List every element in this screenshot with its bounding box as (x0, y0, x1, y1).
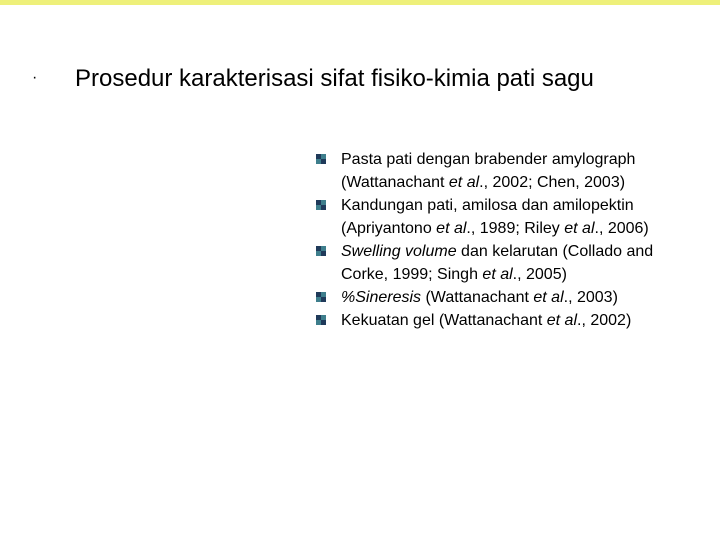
item-text: (Wattanachant (421, 289, 534, 306)
item-text: ., 2002) (577, 312, 632, 329)
item-text-italic: et al (533, 289, 564, 306)
item-text-italic: et al (436, 220, 467, 237)
square-bullet-icon (316, 292, 326, 302)
square-bullet-icon (316, 200, 326, 210)
item-text: dan kelarutan (Collado and Corke, 1999; Singh (341, 243, 654, 283)
item-text: Kandungan pati, amilosa dan amilopektin (Apriyantono (341, 197, 634, 237)
main-bullet-dot: · (32, 69, 38, 86)
item-text: ., 2003) (563, 289, 618, 306)
list-item (316, 194, 696, 240)
top-accent-bar (0, 0, 720, 5)
item-text: ., 2006) (594, 220, 649, 237)
item-text-italic: Swelling volume (341, 243, 457, 260)
list-item (316, 148, 696, 194)
item-text-italic: et al (564, 220, 595, 237)
item-text: ., 1989; Riley (466, 220, 565, 237)
square-bullet-icon (316, 246, 326, 256)
list-item (316, 286, 696, 309)
list-item (316, 309, 696, 332)
square-bullet-icon (316, 154, 326, 164)
item-text: Pasta pati dengan brabender amylograph (Wattanachant (341, 151, 636, 191)
item-text: Kekuatan gel (Wattanachant (341, 312, 547, 329)
item-text-italic: et al (448, 174, 480, 191)
item-text-italic: et al (546, 312, 578, 329)
square-bullet-icon (316, 315, 326, 325)
item-text: ., 2002; Chen, 2003) (479, 174, 626, 191)
item-text-italic: %Sineresis (341, 289, 422, 306)
main-heading: Prosedur karakterisasi sifat fisiko-kimia pati sagu (75, 65, 594, 92)
list-item (316, 240, 696, 286)
item-text: ., 2005) (512, 266, 567, 283)
sub-bullet-list (316, 148, 696, 332)
item-text-italic: et al (482, 266, 513, 283)
